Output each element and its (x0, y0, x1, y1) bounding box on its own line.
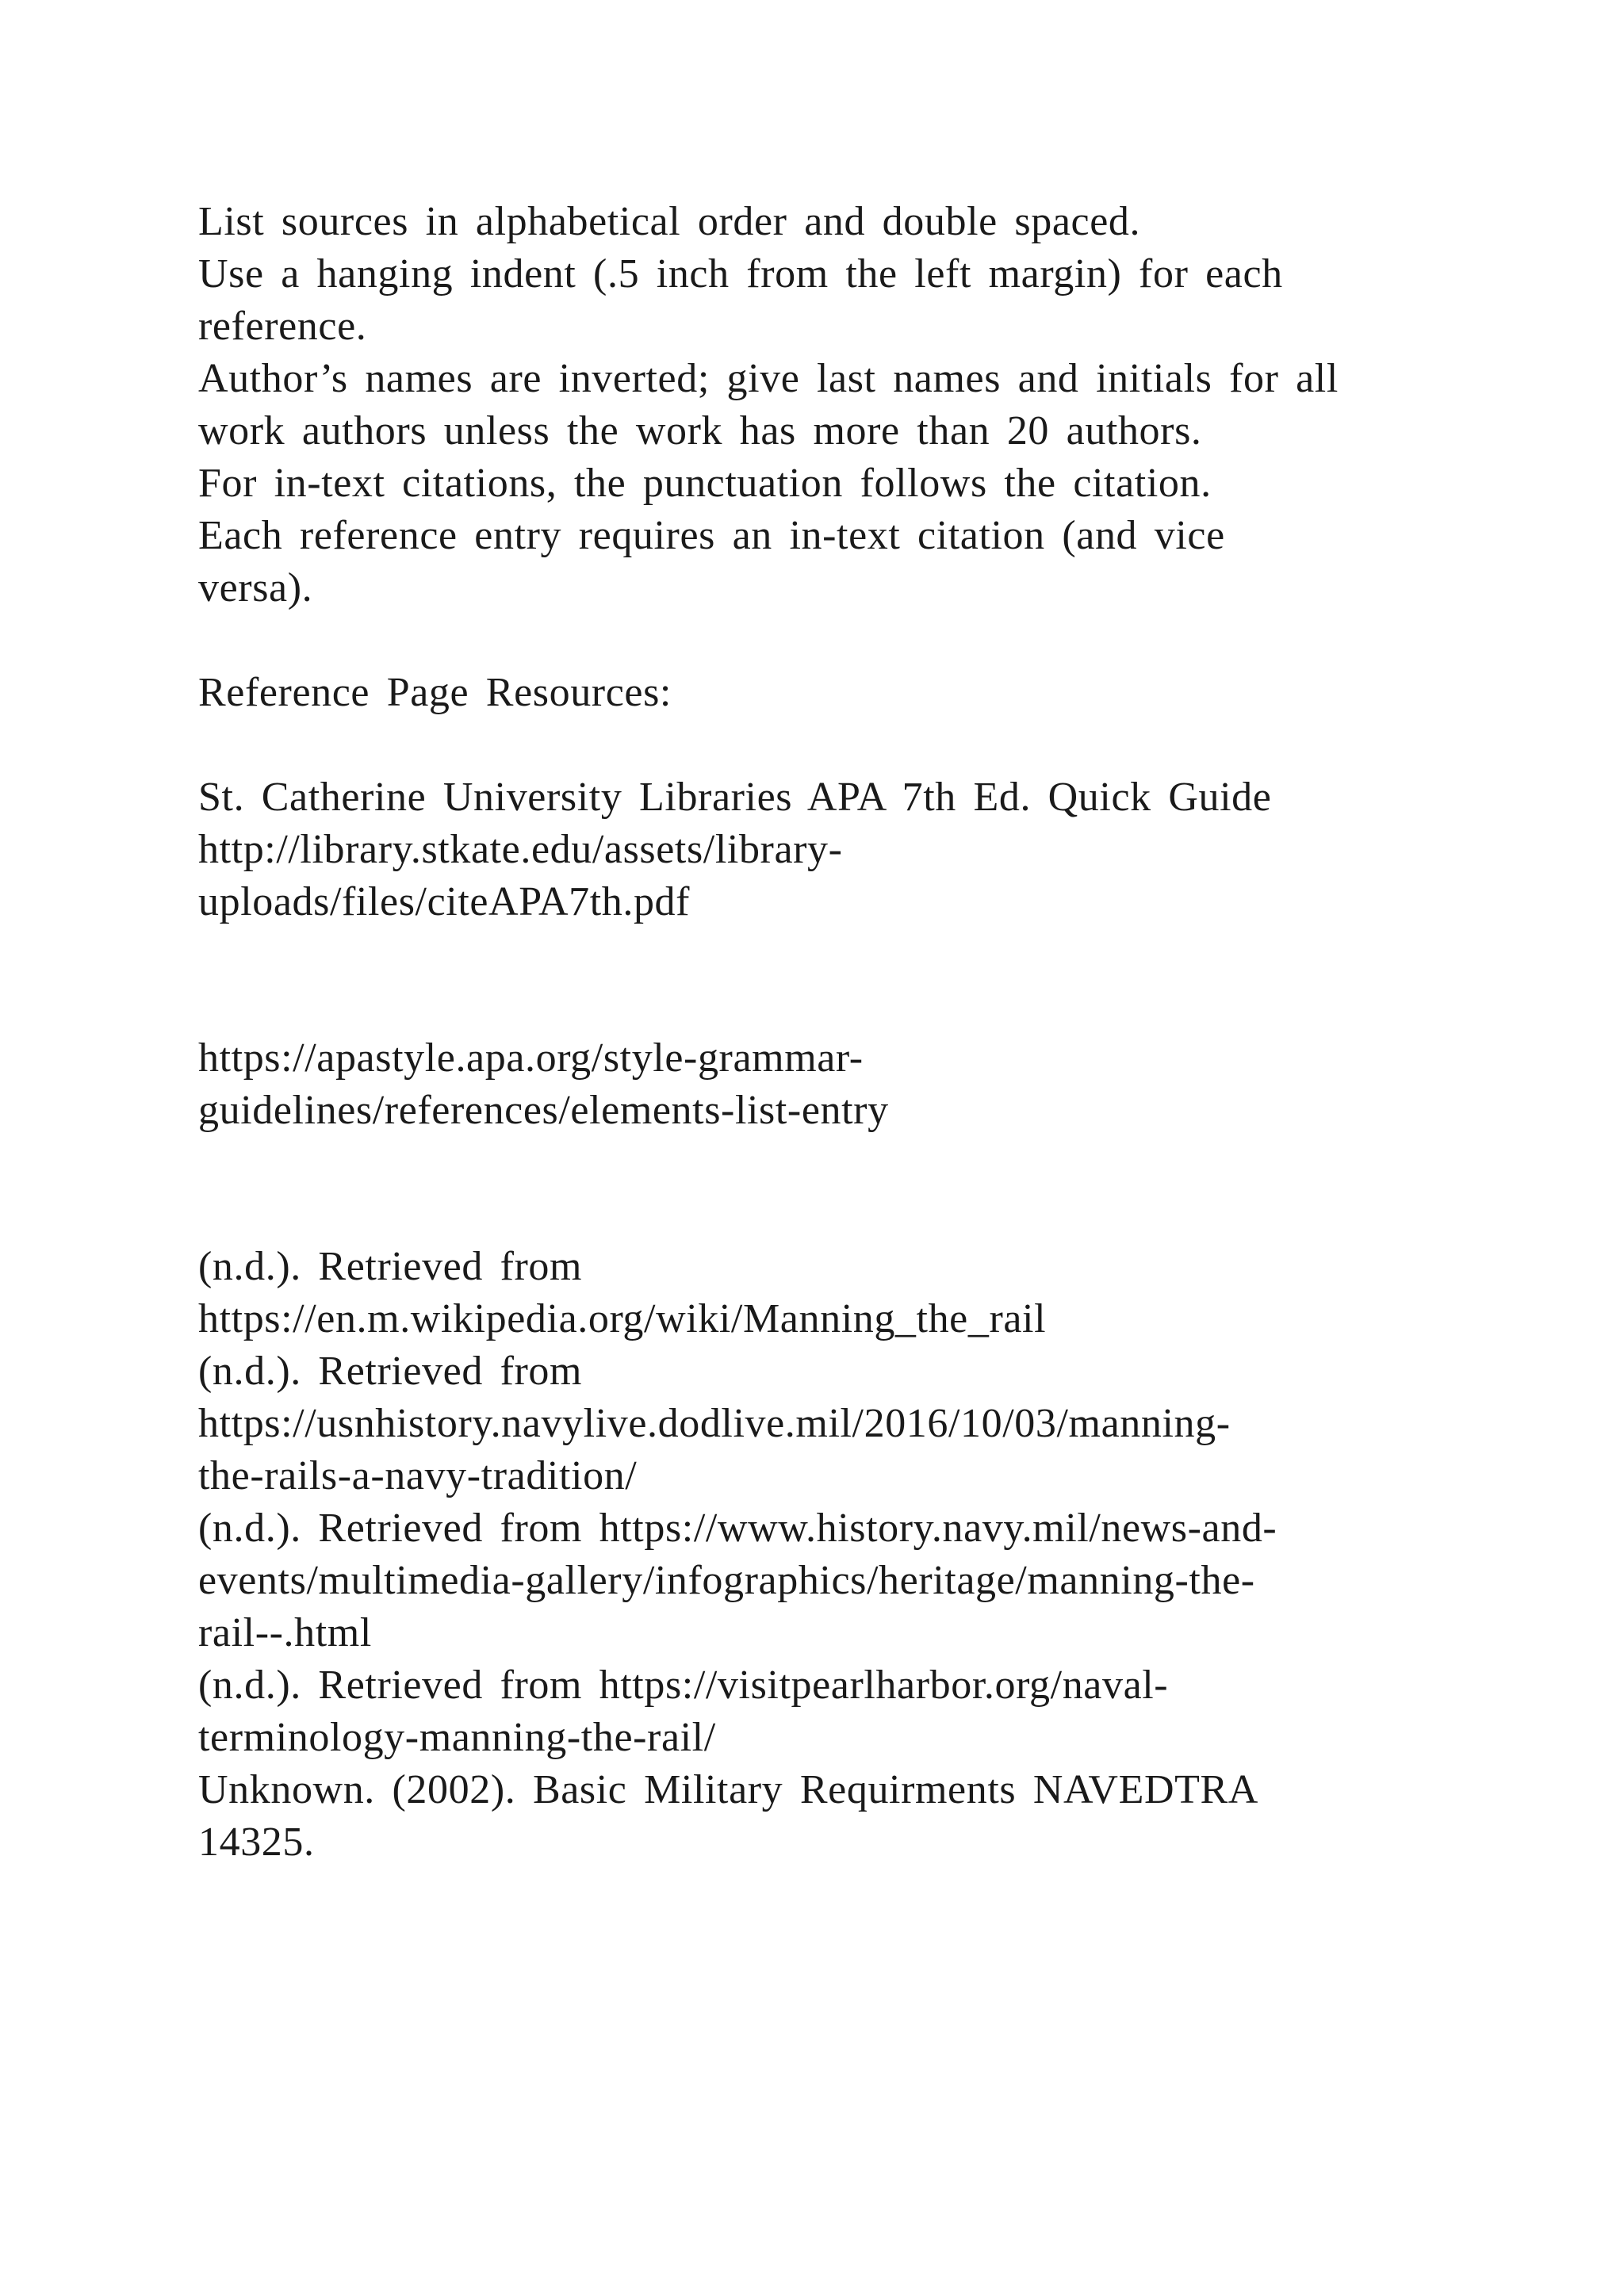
guideline-line: List sources in alphabetical order and double spaced. (198, 199, 1141, 244)
reference-entry-line: the-rails-a-navy-tradition/ (198, 1453, 638, 1498)
reference-entry-line: https://en.m.wikipedia.org/wiki/Manning_the_rail (198, 1296, 1047, 1341)
guideline-line: For in-text citations, the punctuation follows the citation. (198, 461, 1212, 506)
guideline-line: reference. (198, 304, 367, 349)
guideline-line: Use a hanging indent (.5 inch from the left margin) for each (198, 251, 1283, 297)
reference-entry-line: 14325. (198, 1820, 315, 1865)
resource-url: guidelines/references/elements-list-entry (198, 1088, 889, 1133)
reference-entry-line: terminology-manning-the-rail/ (198, 1715, 716, 1760)
reference-entry-line: (n.d.). Retrieved from https://visitpearlharbor.org/naval- (198, 1663, 1169, 1708)
reference-entry-line: rail--.html (198, 1610, 372, 1655)
guideline-line: Each reference entry requires an in-text citation (and vice (198, 513, 1225, 558)
resource-url: https://apastyle.apa.org/style-grammar- (198, 1035, 864, 1081)
reference-entry-line: (n.d.). Retrieved from https://www.history.navy.mil/news-and- (198, 1506, 1277, 1551)
guideline-line: Author’s names are inverted; give last names and initials for all (198, 356, 1339, 401)
reference-entry-line: https://usnhistory.navylive.dodlive.mil/2016/10/03/manning- (198, 1401, 1231, 1446)
reference-entry-line: (n.d.). Retrieved from (198, 1244, 583, 1289)
resource-title: St. Catherine University Libraries APA 7th Ed. Quick Guide (198, 775, 1272, 820)
reference-entry-line: Unknown. (2002). Basic Military Requirments NAVEDTRA (198, 1767, 1258, 1812)
resource-url: http://library.stkate.edu/assets/library- (198, 827, 843, 872)
guideline-line: work authors unless the work has more than 20 authors. (198, 408, 1202, 453)
reference-entry-line: (n.d.). Retrieved from (198, 1349, 583, 1394)
guideline-line: versa). (198, 565, 313, 610)
resources-heading: Reference Page Resources: (198, 670, 672, 715)
reference-entry-line: events/multimedia-gallery/infographics/heritage/manning-the- (198, 1558, 1255, 1603)
resource-url: uploads/files/citeAPA7th.pdf (198, 879, 691, 924)
